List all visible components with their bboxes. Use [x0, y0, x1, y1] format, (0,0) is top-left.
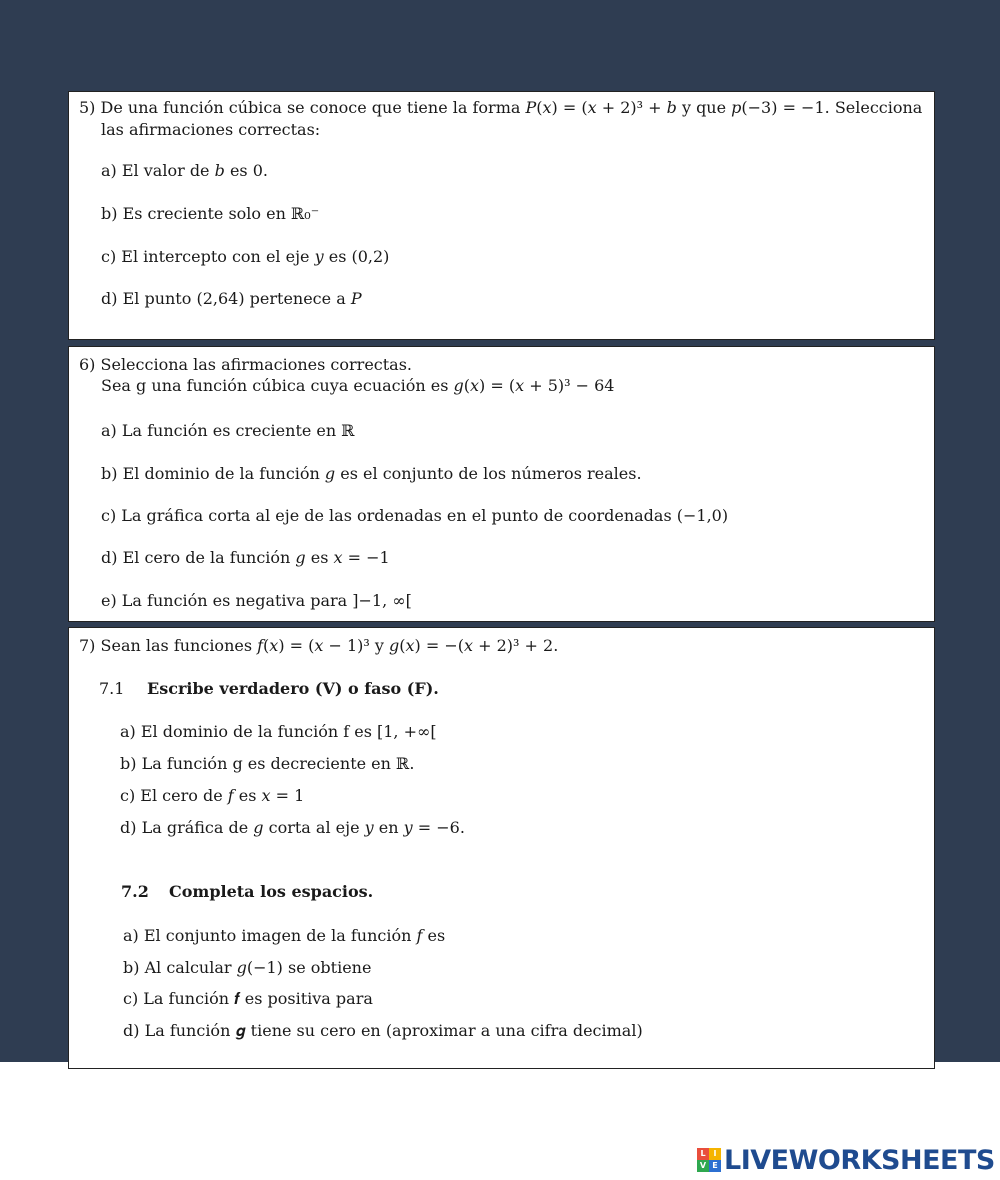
question-6-option-c[interactable]: c) La gráfica corta al eje de las ordenadas en el punto de coordenadas (−1,0)	[101, 506, 729, 525]
question-6-option-d[interactable]: d) El cero de la función 𝑔 es 𝑥 = −1	[101, 548, 390, 567]
part-7-2-option-d[interactable]: d) La función 𝒈 tiene su cero en (aproximar a una cifra decimal)	[123, 1021, 643, 1040]
question-7-card	[68, 627, 935, 1069]
question-6-option-e[interactable]: e) La función es negativa para ]−1, ∞[	[101, 591, 412, 610]
logo-mark-letter-l: L	[697, 1148, 709, 1160]
part-7-2-title: Completa los espacios.	[169, 882, 374, 901]
logo-mark-letter-i: I	[709, 1148, 721, 1160]
part-7-1-number: 7.1	[99, 679, 125, 698]
liveworksheets-logo[interactable]	[697, 1142, 995, 1178]
logo-mark-letter-v: V	[697, 1160, 709, 1172]
liveworksheets-logo-icon	[697, 1148, 721, 1172]
part-7-1-option-d[interactable]: d) La gráfica de 𝑔 corta al eje 𝑦 en 𝑦 = −6.	[120, 818, 465, 837]
part-7-1-title: Escribe verdadero (V) o faso (F).	[147, 679, 439, 698]
question-6-stem-line-2: Sea g una función cúbica cuya ecuación es 𝑔(𝑥) = (𝑥 + 5)³ − 64	[101, 376, 615, 395]
question-5-option-b[interactable]: b) Es creciente solo en ℝ₀⁻	[101, 204, 320, 223]
question-7-stem: 7) Sean las funciones 𝑓(𝑥) = (𝑥 − 1)³ y 𝑔(𝑥) = −(𝑥 + 2)³ + 2.	[79, 636, 559, 655]
part-7-2-option-b[interactable]: b) Al calcular 𝑔(−1) se obtiene	[123, 958, 372, 977]
part-7-2-option-c[interactable]: c) La función 𝒇 es positiva para	[123, 989, 373, 1008]
liveworksheets-logo-text: LIVEWORKSHEETS	[724, 1144, 995, 1176]
question-6-card	[68, 346, 935, 622]
part-7-1-option-a[interactable]: a) El dominio de la función f es [1, +∞[	[120, 722, 437, 741]
question-6-stem-line-1: 6) Selecciona las afirmaciones correctas.	[79, 355, 413, 374]
part-7-1-option-c[interactable]: c) El cero de 𝑓 es 𝑥 = 1	[120, 786, 305, 805]
question-5-card	[68, 91, 935, 340]
part-7-2-option-a[interactable]: a) El conjunto imagen de la función 𝑓 es	[123, 926, 446, 945]
question-5-stem-line-2: las afirmaciones correctas:	[101, 120, 321, 139]
part-7-2-number: 7.2	[121, 882, 149, 901]
part-7-1-option-b[interactable]: b) La función g es decreciente en ℝ.	[120, 754, 415, 773]
question-5-option-c[interactable]: c) El intercepto con el eje 𝑦 es (0,2)	[101, 247, 390, 266]
question-5-option-d[interactable]: d) El punto (2,64) pertenece a 𝑃	[101, 289, 362, 308]
logo-mark-letter-e: E	[709, 1160, 721, 1172]
question-5-stem-line-1: 5) De una función cúbica se conoce que tiene la forma 𝑃(𝑥) = (𝑥 + 2)³ + 𝑏 y que 𝑝(−3) = −1. Selecciona	[79, 98, 923, 117]
question-5-option-a[interactable]: a) El valor de 𝑏 es 0.	[101, 161, 268, 180]
question-6-option-b[interactable]: b) El dominio de la función 𝑔 es el conjunto de los números reales.	[101, 464, 642, 483]
question-6-option-a[interactable]: a) La función es creciente en ℝ	[101, 421, 355, 440]
